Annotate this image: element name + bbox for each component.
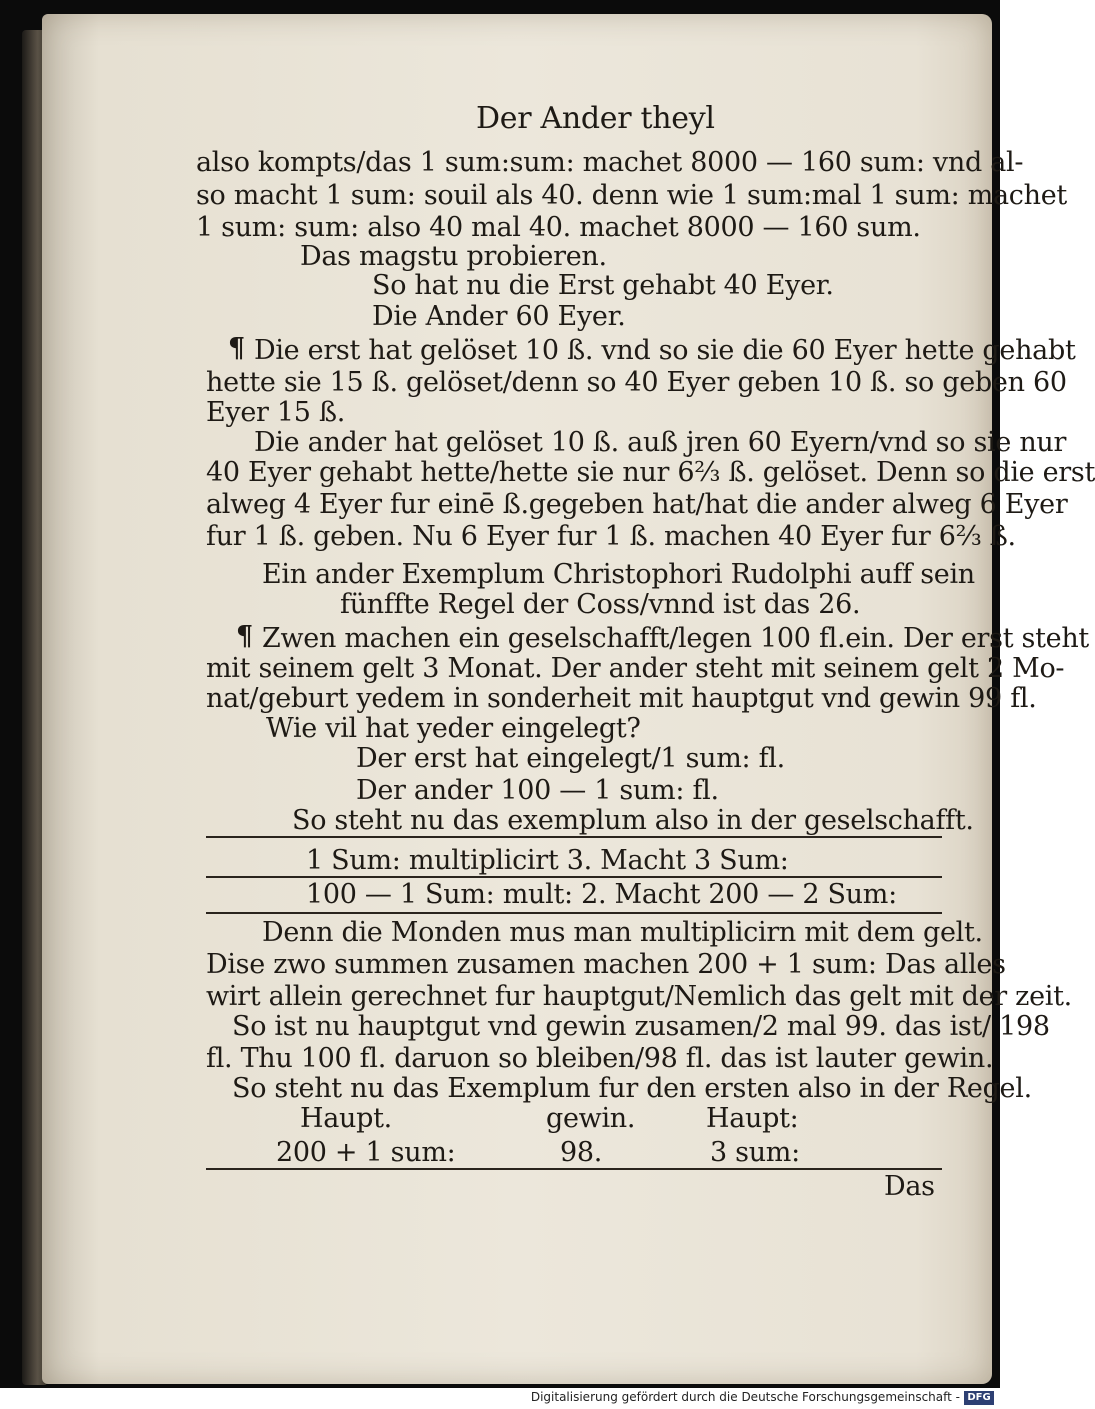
text-line: Die ander hat gelöset 10 ß. auß jren 60 Eyern/vnd so sie nur [254,427,1067,458]
text-line: hette sie 15 ß. gelöset/denn so 40 Eyer geben 10 ß. so geben 60 [206,367,1067,398]
text-line: Das magstu probieren. [300,241,607,272]
funding-notice: Digitalisierung gefördert durch die Deutsche Forschungsgemeinschaft - [530,1390,960,1404]
regel-value: 98. [560,1137,603,1168]
regel-header: Haupt. [300,1103,392,1134]
text-line: So steht nu das Exemplum fur den ersten also in der Regel. [232,1073,1032,1104]
footer-bar [0,1388,1000,1409]
text-line: fünffte Regel der Coss/vnnd ist das 26. [340,589,861,620]
paragraph-mark-icon: ¶ [236,621,253,652]
text-line: wirt allein gerechnet fur hauptgut/Nemlich das gelt mit der zeit. [206,981,1072,1012]
text-line: So ist nu hauptgut vnd gewin zusamen/2 mal 99. das ist/ 198 [232,1011,1050,1042]
text-line: Denn die Monden mus man multiplicirn mit dem gelt. [262,917,983,948]
text-line: Ein ander Exemplum Christophori Rudolphi auff sein [262,559,975,590]
table-rule [206,912,942,914]
regel-value: 3 sum: [710,1137,800,1168]
regel-header: Haupt: [706,1103,799,1134]
text-line: also kompts/das 1 sum:sum: machet 8000 — 160 sum: vnd al- [196,147,1024,178]
text-line: Eyer 15 ß. [206,397,345,428]
text-line: 40 Eyer gehabt hette/hette sie nur 6⅔ ß. gelöset. Denn so die erst [206,457,1095,488]
text-line: Die Ander 60 Eyer. [372,301,626,332]
catchword: Das [884,1171,935,1202]
text-line: alweg 4 Eyer fur einē ß.gegeben hat/hat die ander alweg 6 Eyer [206,489,1068,520]
dfg-logo-icon: DFG [964,1391,994,1405]
text-line: nat/geburt yedem in sonderheit mit hauptgut vnd gewin 99 fl. [206,683,1037,714]
text-line: 1 sum: sum: also 40 mal 40. machet 8000 — 160 sum. [196,212,921,243]
text-line: fl. Thu 100 fl. daruon so bleiben/98 fl. das ist lauter gewin. [206,1043,994,1074]
text-line: So hat nu die Erst gehabt 40 Eyer. [372,270,834,301]
text-line: 100 — 1 Sum: mult: 2. Macht 200 — 2 Sum: [306,879,897,910]
text-line: so macht 1 sum: souil als 40. denn wie 1 sum:mal 1 sum: machet [196,180,1067,211]
table-rule [206,836,942,838]
paragraph-mark-icon: ¶ [228,333,245,364]
text-line: Wie vil hat yeder eingelegt? [266,713,641,744]
text-line: Der erst hat eingelegt/1 sum: fl. [356,743,785,774]
running-head: Der Ander theyl [476,101,715,136]
text-line: So steht nu das exemplum also in der geselschafft. [292,805,974,836]
text-line: Der ander 100 — 1 sum: fl. [356,775,719,806]
regel-value: 200 + 1 sum: [276,1137,456,1168]
text-line: fur 1 ß. geben. Nu 6 Eyer fur 1 ß. machen 40 Eyer fur 6⅔ ß. [206,521,1016,552]
regel-header: gewin. [546,1103,636,1134]
table-rule [206,876,942,878]
text-line: Dise zwo summen zusamen machen 200 + 1 sum: Das alles [206,949,1006,980]
table-rule [206,1168,942,1170]
text-line: Zwen machen ein geselschafft/legen 100 fl.ein. Der erst steht [262,623,1089,654]
text-line: mit seinem gelt 3 Monat. Der ander steht mit seinem gelt 2 Mo- [206,653,1065,684]
text-line: Die erst hat gelöset 10 ß. vnd so sie die 60 Eyer hette gehabt [254,335,1076,366]
text-line: 1 Sum: multiplicirt 3. Macht 3 Sum: [306,845,789,876]
